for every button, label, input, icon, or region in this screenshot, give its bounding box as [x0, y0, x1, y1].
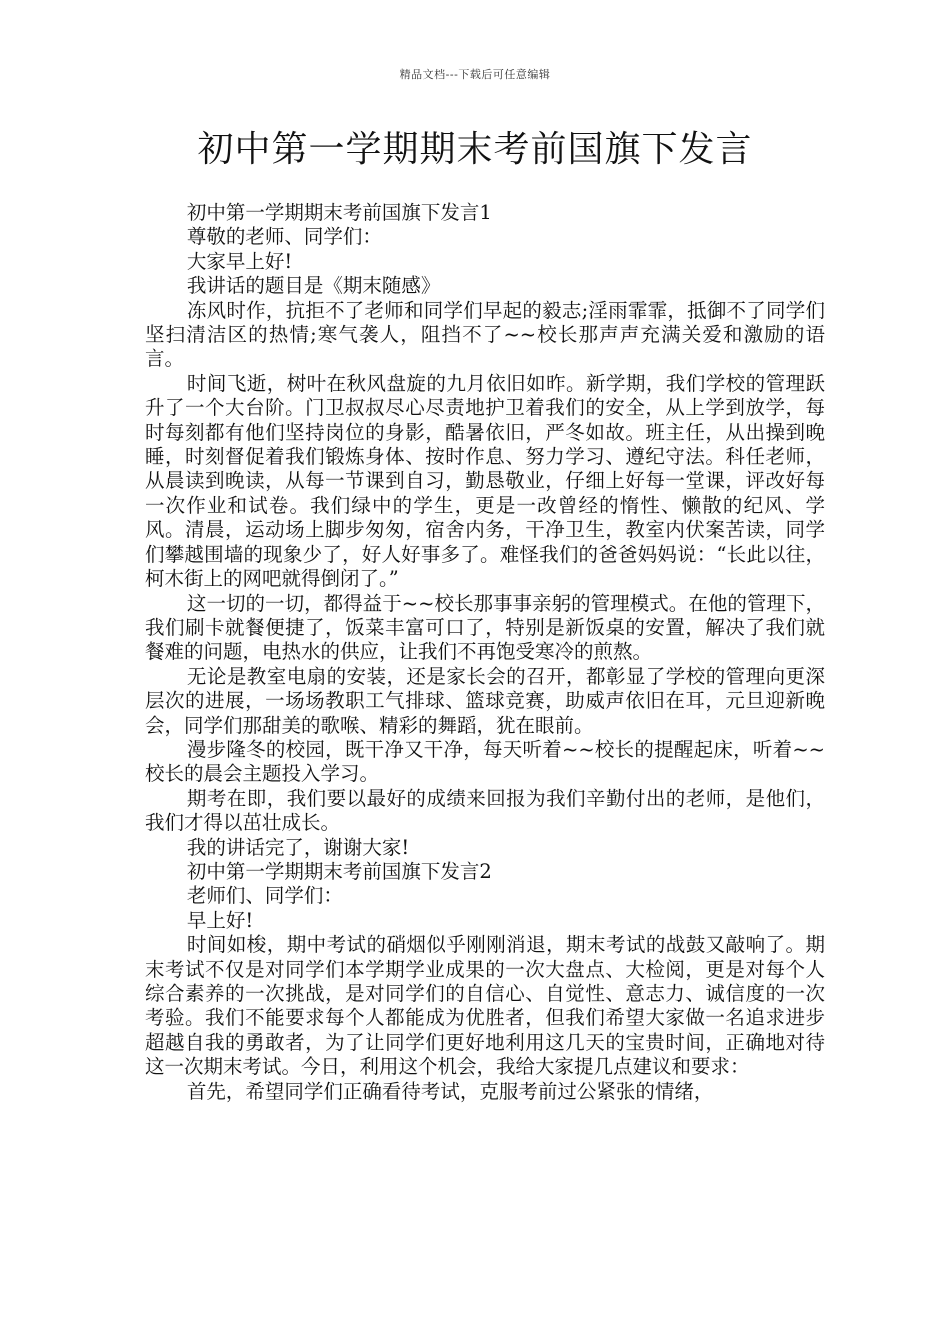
- greeting: 大家早上好!: [186, 249, 293, 273]
- greeting: 早上好!: [186, 908, 254, 932]
- document-body: [145, 201, 825, 1104]
- section-heading-2: 初中第一学期期末考前国旗下发言2: [186, 859, 492, 883]
- closing-line: 我的讲话完了，谢谢大家!: [186, 835, 410, 859]
- paragraph: 首先，希望同学们正确看待考试，克服考前过公紧张的情绪，: [186, 1079, 714, 1103]
- salutation: 尊敬的老师、同学们：: [186, 225, 382, 249]
- header-note: 精品文档---下载后可任意编辑: [399, 68, 551, 81]
- paragraph: 时间飞逝，树叶在秋风盘旋的九月依旧如昨。新学期，我们学校的管理跃升了一个大台阶。门卫叔叔尽心尽责地护卫着我们的安全，从上学到放学，每时每刻都有他们坚持岗位的身影，酷暑依旧，严冬如故。班主任，从出操到晚睡，时刻督促着我们锻炼身体、按时作息、努力学习、遵纪守法。科任老师，从晨读到晚读，从每一节课到自习，勤恳敬业，仔细上好每一堂课，评改好每一次作业和试卷。我们绿中的学生，更是一改曾经的惰性、懒散的纪风、学风。清晨，运动场上脚步匆匆，宿舍内务，干净卫生，教室内伏案苦读，同学们攀越围墙的现象少了，好人好事多了。难怪我们的爸爸妈妈说：“长此以往，柯木街上的网吧就得倒闭了。”: [145, 371, 825, 591]
- salutation: 老师们、同学们：: [186, 884, 343, 908]
- paragraph: 无论是教室电扇的安装，还是家长会的召开，都彰显了学校的管理向更深层次的进展，一场场教职工气排球、篮球竞赛，助威声依旧在耳，元旦迎新晚会，同学们那甜美的歌喉、精彩的舞蹈，犹在眼前。: [145, 664, 825, 737]
- paragraph: 这一切的一切，都得益于~~校长那事事亲躬的管理模式。在他的管理下，我们刷卡就餐便捷了，饭菜丰富可口了，特别是新饭桌的安置，解决了我们就餐难的问题，电热水的供应，让我们不再饱受寒冷的煎熬。: [145, 591, 825, 664]
- paragraph: 期考在即，我们要以最好的成绩来回报为我们辛勤付出的老师，是他们，我们才得以茁壮成长。: [145, 786, 825, 835]
- paragraph: 漫步隆冬的校园，既干净又干净，每天听着~~校长的提醒起床，听着~~校长的晨会主题投入学习。: [145, 737, 825, 786]
- document-title: 初中第一学期期末考前国旗下发言: [197, 129, 753, 170]
- paragraph: 时间如梭，期中考试的硝烟似乎刚刚消退，期末考试的战鼓又敲响了。期末考试不仅是对同学们本学期学业成果的一次大盘点、大检阅，更是对每个人综合素养的一次挑战，是对同学们的自信心、自觉性、意志力、诚信度的一次考验。我们不能要求每个人都能成为优胜者，但我们希望大家做一名追求进步超越自我的勇敢者，为了让同学们更好地利用这几天的宝贵时间，正确地对待这一次期末考试。今日，利用这个机会，我给大家提几点建议和要求：: [145, 933, 825, 1079]
- speech-topic: 我讲话的题目是《期末随感》: [186, 274, 441, 298]
- paragraph: 冻风时作，抗拒不了老师和同学们早起的毅志;淫雨霏霏，抵御不了同学们坚扫清洁区的热情;寒气袭人，阻挡不了~~校长那声声充满关爱和激励的语言。: [145, 298, 825, 371]
- section-heading-1: 初中第一学期期末考前国旗下发言1: [186, 201, 492, 224]
